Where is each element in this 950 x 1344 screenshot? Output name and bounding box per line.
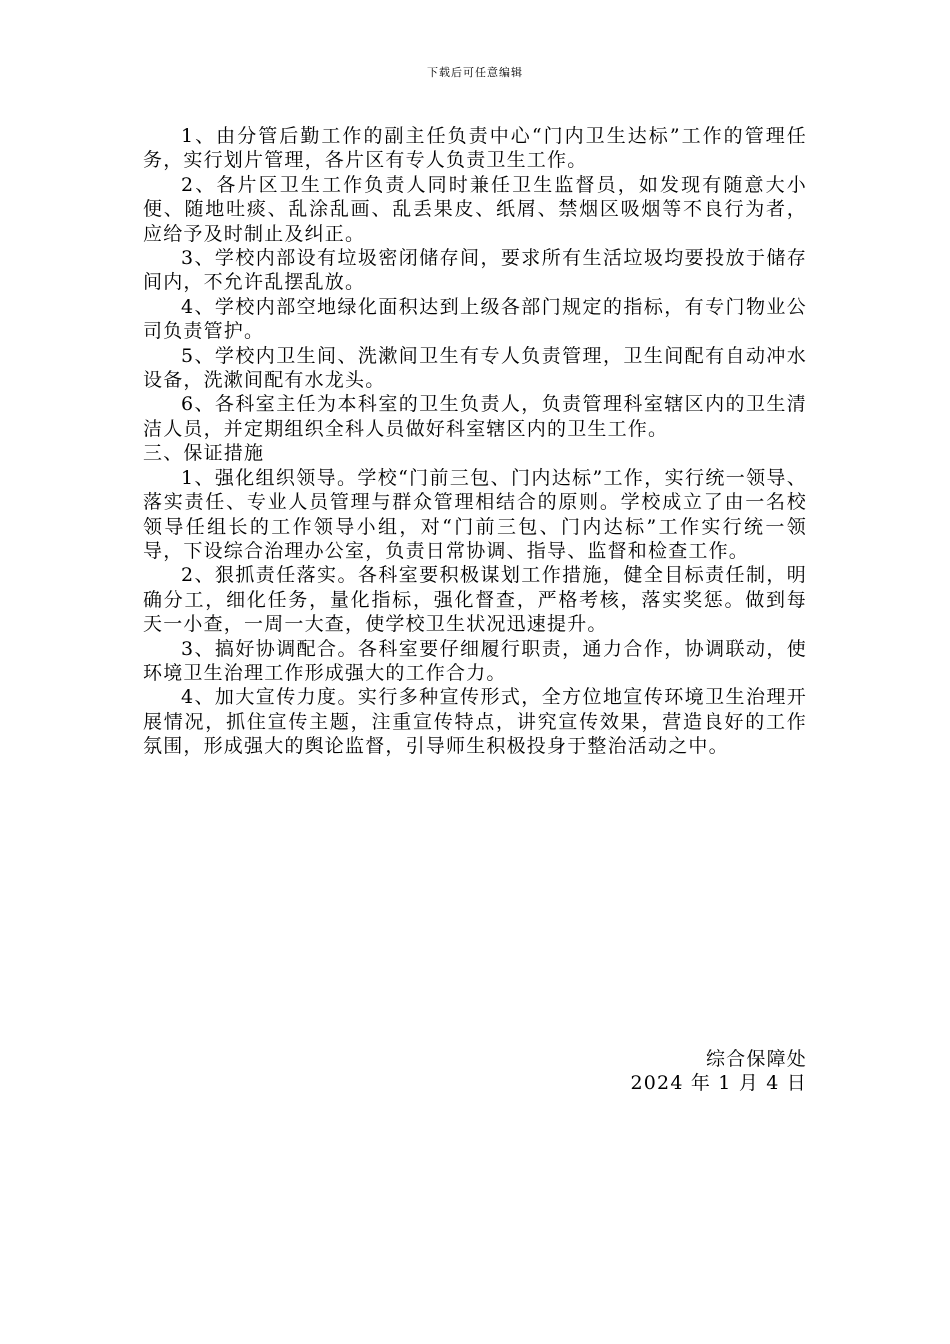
signature-date: 2024 年 1 月 4 日	[630, 1072, 807, 1095]
paragraph-5: 5、学校内卫生间、洗漱间卫生有专人负责管理，卫生间配有自动冲水设备，洗漱间配有水龙头。	[143, 344, 807, 392]
document-body	[143, 124, 807, 759]
paragraph-3: 3、学校内部设有垃圾密闭储存间，要求所有生活垃圾均要投放于储存间内，不允许乱摆乱放。	[143, 247, 807, 294]
page-header-note: 下载后可任意编辑	[427, 66, 523, 79]
signature-organization: 综合保障处	[705, 1048, 807, 1070]
paragraph-1: 1、由分管后勤工作的副主任负责中心“门内卫生达标”工作的管理任务，实行划片管理，各片区有专人负责卫生工作。	[143, 125, 807, 172]
measure-1: 1、强化组织领导。学校“门前三包、门内达标”工作，实行统一领导、落实责任、专业人员管理与群众管理相结合的原则。学校成立了由一名校领导任组长的工作领导小组，对“门前三包、门内达标”工作实行统一领导，下设综合治理办公室，负责日常协调、指导、监督和检查工作。	[143, 466, 807, 562]
measure-4: 4、加大宣传力度。实行多种宣传形式，全方位地宣传环境卫生治理开展情况，抓住宣传主题，注重宣传特点，讲究宣传效果，营造良好的工作氛围，形成强大的舆论监督，引导师生积极投身于整治活动之中。	[143, 686, 807, 758]
paragraph-4: 4、学校内部空地绿化面积达到上级各部门规定的指标，有专门物业公司负责管护。	[143, 295, 807, 343]
signature-block	[630, 1047, 807, 1096]
measure-2: 2、狠抓责任落实。各科室要积极谋划工作措施，健全目标责任制，明确分工，细化任务，量化指标，强化督查，严格考核，落实奖惩。做到每天一小查，一周一大查，使学校卫生状况迅速提升。	[143, 564, 807, 636]
paragraph-2: 2、各片区卫生工作负责人同时兼任卫生监督员，如发现有随意大小便、随地吐痰、乱涂乱画、乱丢果皮、纸屑、禁烟区吸烟等不良行为者，应给予及时制止及纠正。	[143, 173, 807, 245]
measure-3: 3、搞好协调配合。各科室要仔细履行职责，通力合作，协调联动，使环境卫生治理工作形成强大的工作合力。	[143, 637, 807, 684]
section-heading: 三、保证措施	[143, 442, 265, 465]
paragraph-6: 6、各科室主任为本科室的卫生负责人，负责管理科室辖区内的卫生清洁人员，并定期组织全科人员做好科室辖区内的卫生工作。	[143, 393, 807, 440]
